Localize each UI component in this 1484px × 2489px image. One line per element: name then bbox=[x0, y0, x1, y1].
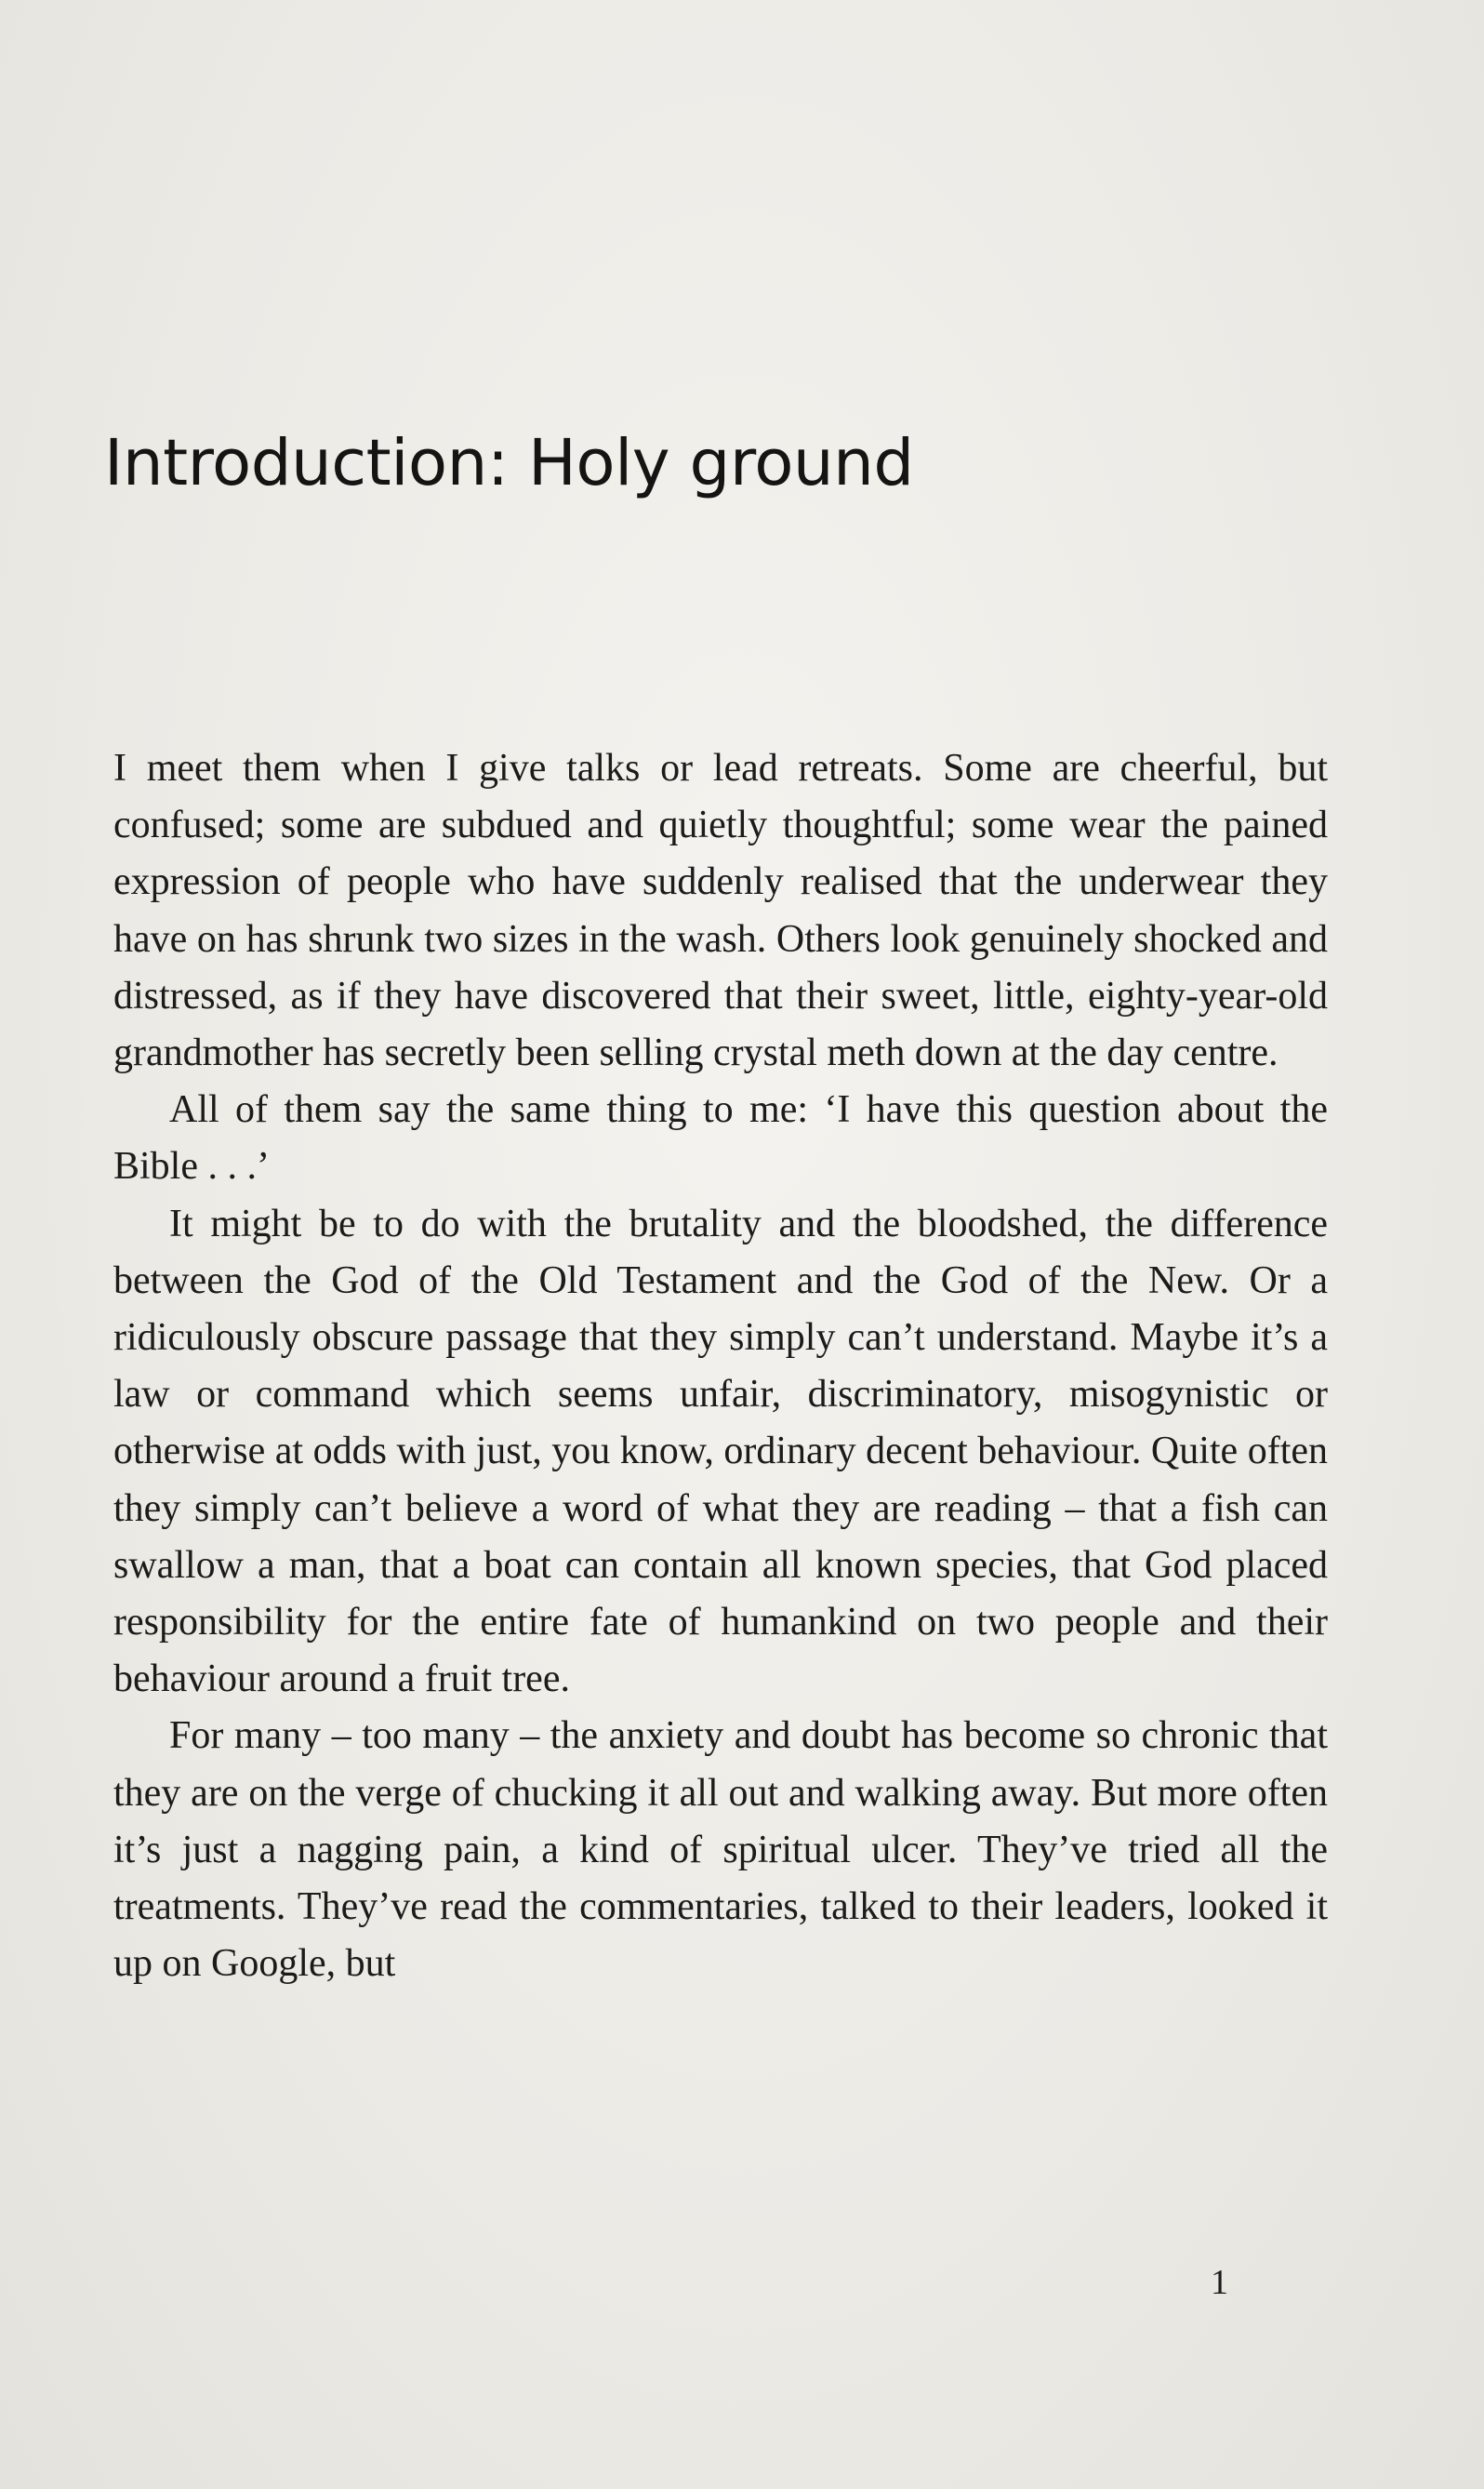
paragraph: I meet them when I give talks or lead retreats. Some are cheerful, but confused; some are subdued and quietly thoughtful; some wear the pained expression of people who have suddenly realised that the underwear they have on has shrunk two sizes in the wash. Others look genuinely shocked and distressed, as if they have discovered that their sweet, little, eighty-year-old grandmother has secretly been selling crystal meth down at the day centre. bbox=[113, 747, 1328, 1075]
paragraph: All of them say the same thing to me: ‘I have this question about the Bible . . .’ bbox=[113, 1088, 1328, 1189]
page-number: 1 bbox=[1211, 2263, 1228, 2302]
body-text bbox=[113, 740, 1328, 1992]
paragraph: It might be to do with the brutality and the bloodshed, the difference between the God of the Old Testament and the God of the New. Or a ridiculously obscure passage that they simply can’t understand. Maybe it’s a law or command which seems unfair, discriminatory, misogynistic or otherwise at odds with just, you know, ordinary decent behaviour. Quite often they simply can’t believe a word of what they are reading – that a fish can swallow a man, that a boat can contain all known species, that God placed responsibility for the entire fate of humankind on two people and their behaviour around a fruit tree. bbox=[113, 1202, 1328, 1701]
chapter-title: Introduction: Holy ground bbox=[104, 426, 914, 500]
paragraph: For many – too many – the anxiety and doubt has become so chronic that they are on the verge of chucking it all out and walking away. But more often it’s just a nagging pain, a kind of spiritual ulcer. They’ve tried all the treatments. They’ve read the commentaries, talked to their leaders, looked it up on Google, but bbox=[113, 1714, 1328, 1986]
